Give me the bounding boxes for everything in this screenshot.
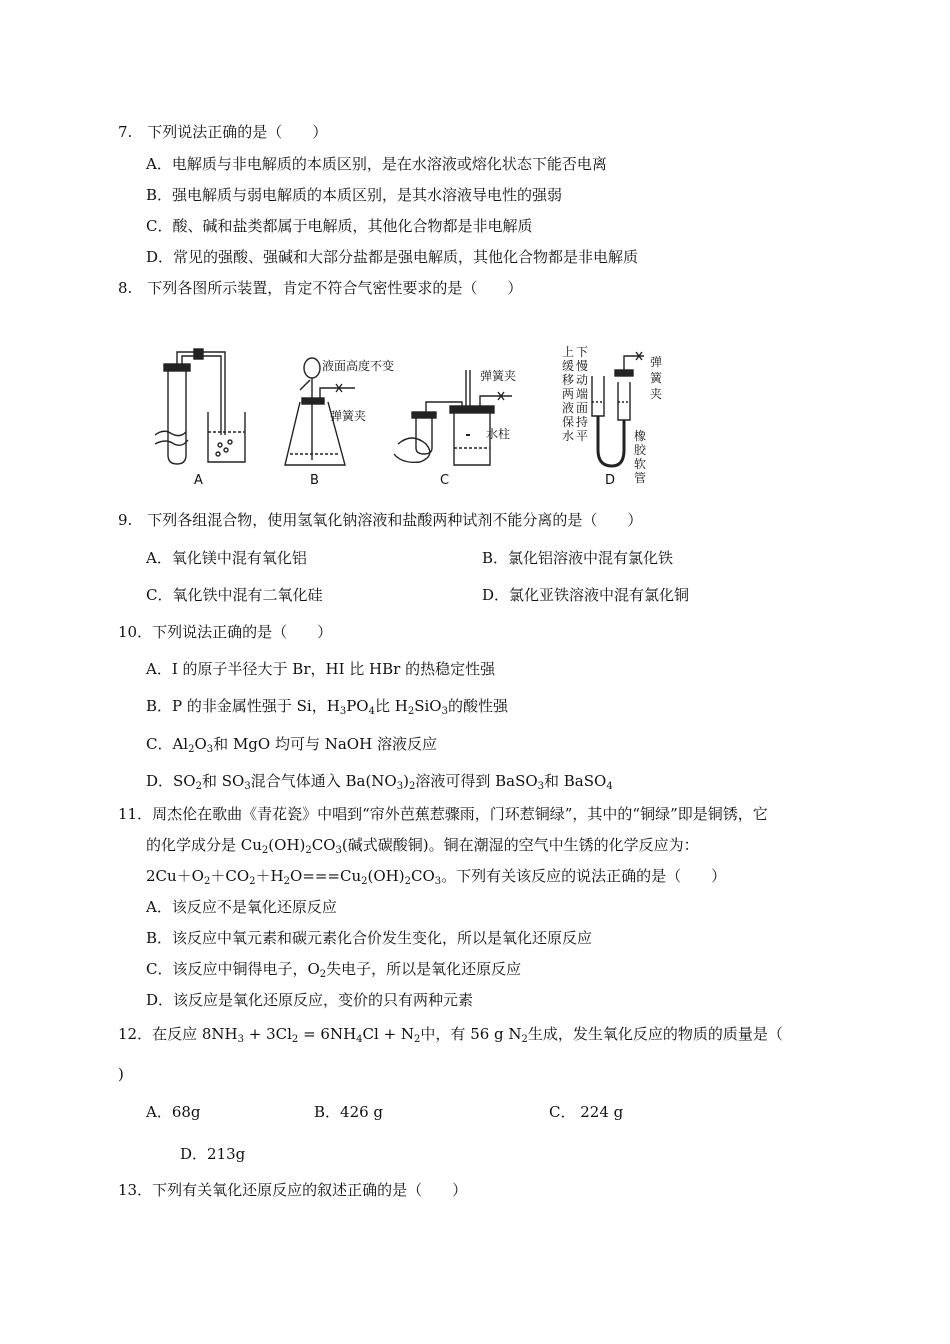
q12-stem-end: ) <box>118 1065 124 1083</box>
q11-stem-line3: $2Cu+O_2+CO_2+H_2O===Cu_2(OH)_2CO_3$。下列有关该反应的说法正确的是（ ） <box>146 867 727 887</box>
d-note-char: 上 <box>562 345 575 359</box>
c-clamp-label: 弹簧夹 <box>480 369 517 383</box>
q9-option-b: B．氯化铝溶液中混有氯化铁 <box>482 549 674 567</box>
d-note-char: 面 <box>576 401 589 415</box>
apparatus-b-label: B <box>310 473 319 488</box>
apparatus-c <box>394 370 512 465</box>
d-note-char: 端 <box>576 387 589 401</box>
apparatus-c-label: C <box>440 473 450 488</box>
d-note-char: 缓 <box>562 359 575 373</box>
q13-stem: 13．下列有关氧化还原反应的叙述正确的是（ ） <box>118 1181 468 1199</box>
q10-option-d: D．$SO_2$和 $SO_3$混合气体通入 $Ba(NO_3)_2$溶液可得到 BaSO$_3$和 BaSO$_4$ <box>146 772 613 792</box>
q8-apparatus-figure <box>150 340 670 490</box>
d-note-char: 液 <box>562 401 575 415</box>
q9-option-d: D．氯化亚铁溶液中混有氯化铜 <box>482 586 690 604</box>
d-note-char: 慢 <box>576 359 589 373</box>
b-liquid-level-label: 液面高度不变 <box>322 359 395 373</box>
d-note-char: 移 <box>562 373 575 387</box>
c-water-column-label: 水柱 <box>486 427 511 441</box>
q11-option-b: B．该反应中氧元素和碳元素化合价发生变化，所以是氧化还原反应 <box>146 929 593 947</box>
q9-option-a: A．氧化镁中混有氧化铝 <box>146 549 307 567</box>
d-tube-char: 软 <box>634 457 647 471</box>
q10-stem: 10．下列说法正确的是（ ） <box>118 623 333 641</box>
q11-stem-line2: 的化学成分是 $Cu_2(OH)_2CO_3$(碱式碳酸铜)。铜在潮湿的空气中生锈的化学反应为： <box>146 836 699 856</box>
d-note-char: 持 <box>576 415 589 429</box>
q7-option-a: A．电解质与非电解质的本质区别，是在水溶液或熔化状态下能否电离 <box>146 155 607 173</box>
d-clamp-char: 簧 <box>650 371 663 385</box>
d-clamp-char: 弹 <box>650 355 663 369</box>
d-note-char: 水 <box>562 429 575 443</box>
d-note-char: 平 <box>576 429 589 443</box>
q10-option-b: B．P 的非金属性强于 Si，$H_3PO_4$比 $H_2SiO_3$的酸性强 <box>146 697 508 717</box>
q11-option-c: C．该反应中铜得电子，$O_2$失电子，所以是氧化还原反应 <box>146 960 522 980</box>
q7-option-d: D．常见的强酸、强碱和大部分盐都是强电解质，其他化合物都是非电解质 <box>146 248 639 266</box>
d-note-char: 保 <box>562 415 575 429</box>
apparatus-a <box>155 349 245 464</box>
q11-option-d: D．该反应是氧化还原反应，变价的只有两种元素 <box>146 991 474 1009</box>
q12-option-b: B．426 g <box>314 1103 384 1121</box>
d-tube-char: 橡 <box>634 429 647 443</box>
q7-option-c: C．酸、碱和盐类都属于电解质，其他化合物都是非电解质 <box>146 217 533 235</box>
q7-stem: 7. 下列说法正确的是（ ） <box>118 123 328 141</box>
d-tube-char: 管 <box>634 471 647 485</box>
apparatus-d-label: D <box>605 473 616 488</box>
apparatus-a-label: A <box>194 473 203 488</box>
d-note-char: 下 <box>576 345 589 359</box>
d-tube-char: 胶 <box>634 443 647 457</box>
q10-option-a: A．I 的原子半径大于 Br，HI 比 HBr 的热稳定性强 <box>146 660 496 678</box>
q10-option-c: C．$Al_2O_3$和 MgO 均可与 NaOH 溶液反应 <box>146 735 437 755</box>
q7-option-b: B．强电解质与弱电解质的本质区别，是其水溶液导电性的强弱 <box>146 186 563 204</box>
q12-option-c: C． 224 g <box>549 1103 624 1121</box>
d-note-char: 两 <box>562 387 575 401</box>
d-note-char: 动 <box>576 373 589 387</box>
q8-stem: 8. 下列各图所示装置，肯定不符合气密性要求的是（ ） <box>118 279 523 297</box>
b-clamp-label: 弹簧夹 <box>330 409 367 423</box>
d-clamp-char: 夹 <box>650 387 663 401</box>
q9-stem: 9. 下列各组混合物，使用氢氧化钠溶液和盐酸两种试剂不能分离的是（ ） <box>118 511 643 529</box>
q12-option-a: A．68g <box>146 1103 201 1121</box>
q9-option-c: C．氧化铁中混有二氧化硅 <box>146 586 323 604</box>
q11-stem-line1: 11．周杰伦在歌曲《青花瓷》中唱到“帘外芭蕉惹骤雨，门环惹铜绿”，其中的“铜绿”即是铜锈，它 <box>118 805 768 823</box>
q12-option-d: D．213g <box>180 1145 246 1163</box>
q11-option-a: A．该反应不是氧化还原反应 <box>146 898 337 916</box>
q12-stem: 12．在反应 $8NH_3 + 3Cl_2 = 6NH_4Cl + N_2$中，有 56 g $N_2$生成，发生氧化反应的物质的质量是（ <box>118 1025 783 1045</box>
